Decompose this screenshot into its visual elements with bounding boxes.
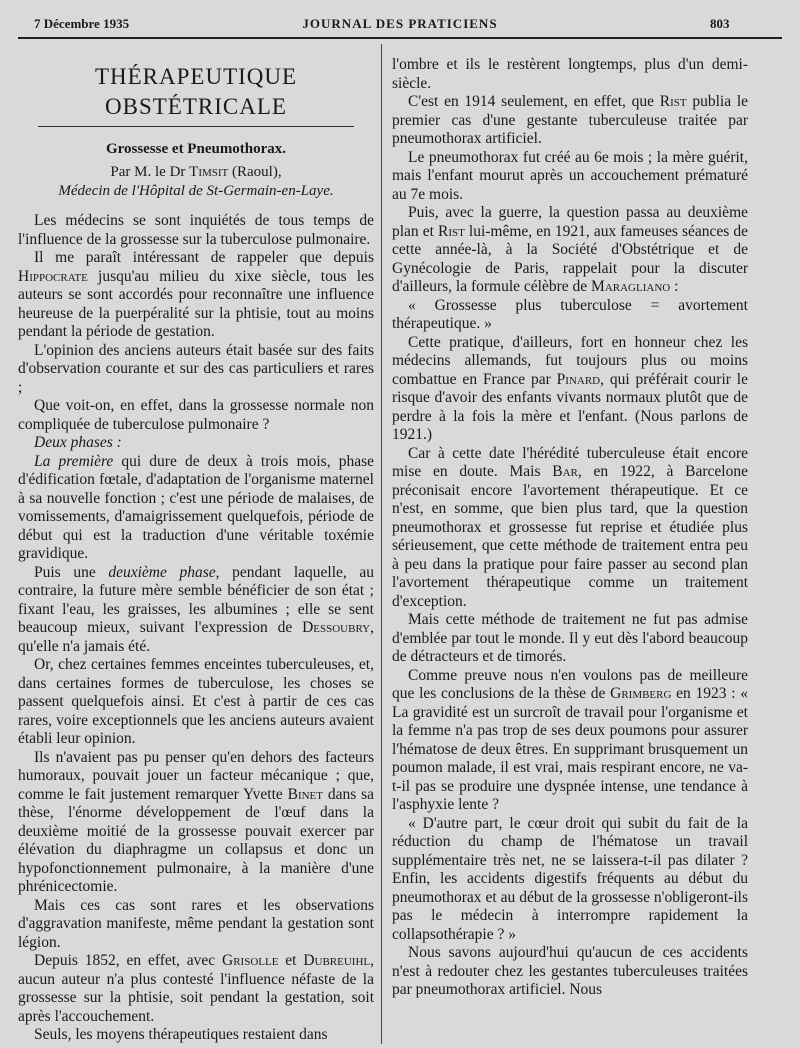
left-column [18, 56, 374, 1045]
article-affiliation: Médecin de l'Hôpital de St-Germain-en-Laye. [58, 183, 334, 199]
paragraph: C'est en 1914 seulement, en effet, que Rist publia le premier cas d'une gestante tuberculeuse traitée par pneumothorax artificiel. [392, 93, 749, 147]
paragraph: Or, chez certaines femmes enceintes tuberculeuses, et, dans certaines formes de tuberculose, les choses se passent quelquefois ainsi. Et c'est à partir de ces cas rares, voire exceptionnels que les anciens auteurs avaient établi leur opinion. [18, 656, 374, 747]
section-title: THÉRAPEUTIQUE OBSTÉTRICALE [94, 64, 298, 119]
paragraph: Ils n'avaient pas pu penser qu'en dehors des facteurs humoraux, pouvait jouer un facteur mécanique ; que, comme le fait justement remarquer Yvette Binet dans sa thèse, l'énorme développement de l'œuf dans la deuxième moitié de la grossesse pouvait exercer par élévation du diaphragme un collapsus et donc un hypofonctionnement pulmonaire, à la manière d'une phrénicectomie. [18, 748, 374, 895]
title-rule [38, 126, 354, 127]
header-page-number: 803 [710, 16, 730, 31]
article-author [18, 164, 374, 181]
paragraph: Nous savons aujourd'hui qu'aucun de ces accidents n'est à redouter chez les gestantes tuberculeuses traitées par pneumothorax artificiel. Nous [392, 944, 748, 998]
paragraph: Puis, avec la guerre, la question passa au deuxième plan et Rist lui-même, en 1921, aux fameuses séances de cette année-là, à la Société d'Obstétrique et de Gynécologie de Paris, rappelait pour la discuter d'ailleurs, la formule célèbre de Maragliano : [392, 204, 748, 295]
author-name: Timsit [189, 164, 229, 180]
paragraph: Depuis 1852, en effet, avec Grisolle et Dubreuihl, aucun auteur n'a plus contesté l'influence néfaste de la grossesse sur la phtisie, soit pendant la gestation, soit après l'accouchement. [18, 952, 374, 1025]
paragraph: L'opinion des anciens auteurs était basée sur des faits d'observation courante et sur des cas particuliers et rares ; [18, 341, 374, 396]
paragraph: Puis une deuxième phase, pendant laquelle, au contraire, la future mère semble bénéficier de son état ; fixant l'eau, les graisses, les albumines ; elle se sent beaucoup mieux, suivant l'expression de Dessoubry, qu'elle n'a jamais été. [18, 563, 374, 655]
author-suffix: (Raoul), [232, 164, 282, 180]
right-column [392, 56, 748, 1000]
paragraph: Le pneumothorax fut créé au 6e mois ; la mère guérit, mais l'enfant mourut après un accouchement prématuré au 7e mois. [392, 148, 748, 203]
paragraph: Car à cette date l'hérédité tuberculeuse était encore mise en doute. Mais Bar, en 1922, à Barcelone préconisait encore l'avortement thérapeutique. Et ce n'est, en somme, que bien plus tard, que la question pneumothorax et grossesse fut reprise et étudiée plus sérieusement, que cette méthode de traitement entra peu à peu dans la pratique pour faire passer au second plan l'avortement thérapeutique comme un traitement d'exception. [392, 444, 748, 610]
author-prefix: Par M. le Dr [110, 164, 186, 180]
paragraph: Comme preuve nous n'en voulons pas de meilleure que les conclusions de la thèse de Grimberg en 1923 : « La gravidité est un surcroît de travail pour l'organisme et la femme n'a pas trop de ses deux poumons pour assurer l'hématose de deux êtres. En supprimant brusquement un poumon malade, il est vrai, mais respirant encore, ne va-t-il pas se produire une dyspnée intense, une tendance à l'asphyxie lente ? [392, 666, 749, 813]
paragraph: Cette pratique, d'ailleurs, fort en honneur chez les médecins allemands, fut toujours plus ou moins combattue en France par Pinard, qui préférait courir le risque d'avoir des enfants vivants normaux plutôt que de perdre à la fois la mère et l'enfant. (Nous parlons de 1921.) [392, 333, 748, 443]
paragraph-subheading: Deux phases : [34, 434, 122, 451]
article-title: Grossesse et Pneumothorax. [105, 141, 287, 157]
paragraph-quote: « Grossesse plus tuberculose = avortement thérapeutique. » [392, 296, 748, 332]
paragraph: Mais ces cas sont rares et les observations d'aggravation manifeste, même pendant la gestation sont légion. [18, 896, 374, 951]
paragraph-quote: « D'autre part, le cœur droit qui subit du fait de la réduction du champ de l'hématose un travail supplémentaire très net, ne se laissera-t-il pas dilater ? Enfin, les accidents digestifs fréquents au début du pneumothorax et au début de la grossesse n'obligeront-ils pas le médecin à interrompre rapidement la collapsothérapie ? » [392, 814, 748, 943]
paragraph: Que voit-on, en effet, dans la grossesse normale non compliquée de tuberculose pulmonaire ? [18, 397, 374, 433]
paragraph: La première qui dure de deux à trois mois, phase d'édification fœtale, d'adaptation de l'organisme maternel à sa nouvelle fonction ; c'est une période de malaises, de vomissements, d'amaigrissement quelquefois, période de début qui est la traduction d'une véritable toxémie gravidique. [18, 452, 374, 562]
column-divider [381, 44, 382, 1044]
paragraph: l'ombre et ils le restèrent longtemps, plus d'un demi-siècle. [392, 56, 748, 92]
paragraph: Les médecins se sont inquiétés de tous temps de l'influence de la grossesse sur la tuberculose pulmonaire. [18, 212, 374, 248]
paragraph: Seuls, les moyens thérapeutiques restaient dans [34, 1026, 328, 1043]
header-journal-title: JOURNAL DES PRATICIENS [302, 16, 498, 31]
paragraph: Mais cette méthode de traitement ne fut pas admise d'emblée par tout le monde. Il y eut dès l'abord beaucoup de détracteurs et de timorés. [392, 611, 748, 665]
page-header [0, 0, 800, 40]
header-rule [18, 37, 782, 39]
header-date: 7 Décembre 1935 [34, 16, 130, 31]
paragraph: Il me paraît intéressant de rappeler que depuis Hippocrate jusqu'au milieu du xixe siècle, tous les auteurs se sont accordés pour reconnaître une influence heureuse de la puerpéralité sur la phtisie, tout au moins pendant la période de gestation. [18, 249, 374, 340]
